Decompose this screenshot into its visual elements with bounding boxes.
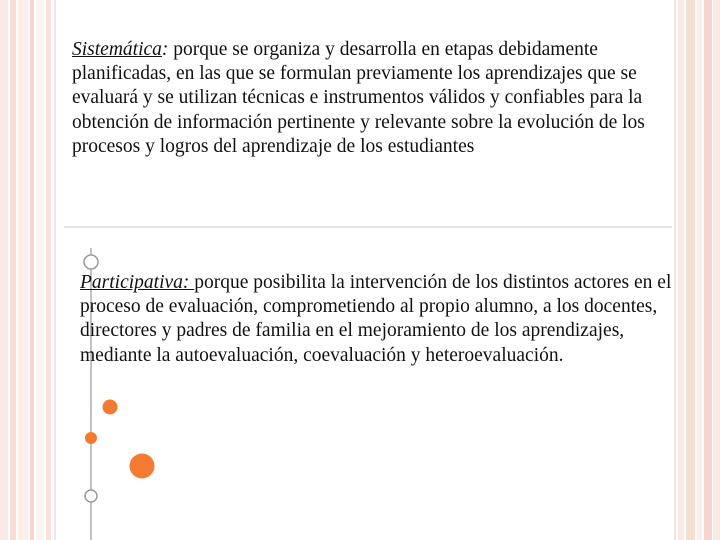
paragraph-participativa-text: porque posibilita la intervención de los distintos actores en el proceso de evaluación, comprometiendo al propio alumno, a los docentes, directores y padres de familia en el mejoramiento de los aprendizajes, mediante la autoevaluación, coevaluación y heteroevaluación. bbox=[80, 272, 672, 366]
paragraph-sistematica-text: porque se organiza y desarrolla en etapas debidamente planificadas, en las que se formulan previamente los aprendizajes que se evaluará y se utilizan técnicas e instrumentos válidos y confiables para la obtención de información pertinente y relevante sobre la evolución de los procesos y logros del aprendizaje de los estudiantes bbox=[72, 39, 645, 157]
paragraph-sistematica bbox=[72, 38, 672, 159]
orange-circle-large bbox=[130, 454, 155, 479]
term-participativa: Participativa: bbox=[80, 272, 195, 293]
outline-circle-top bbox=[84, 255, 98, 269]
orange-circle-small-2 bbox=[85, 432, 97, 444]
paragraph-participativa bbox=[80, 271, 680, 368]
term-sistematica: Sistemática bbox=[72, 39, 162, 60]
outline-circle-bottom bbox=[85, 490, 97, 502]
orange-circle-small-1 bbox=[103, 400, 118, 415]
term-colon: : bbox=[161, 39, 169, 60]
